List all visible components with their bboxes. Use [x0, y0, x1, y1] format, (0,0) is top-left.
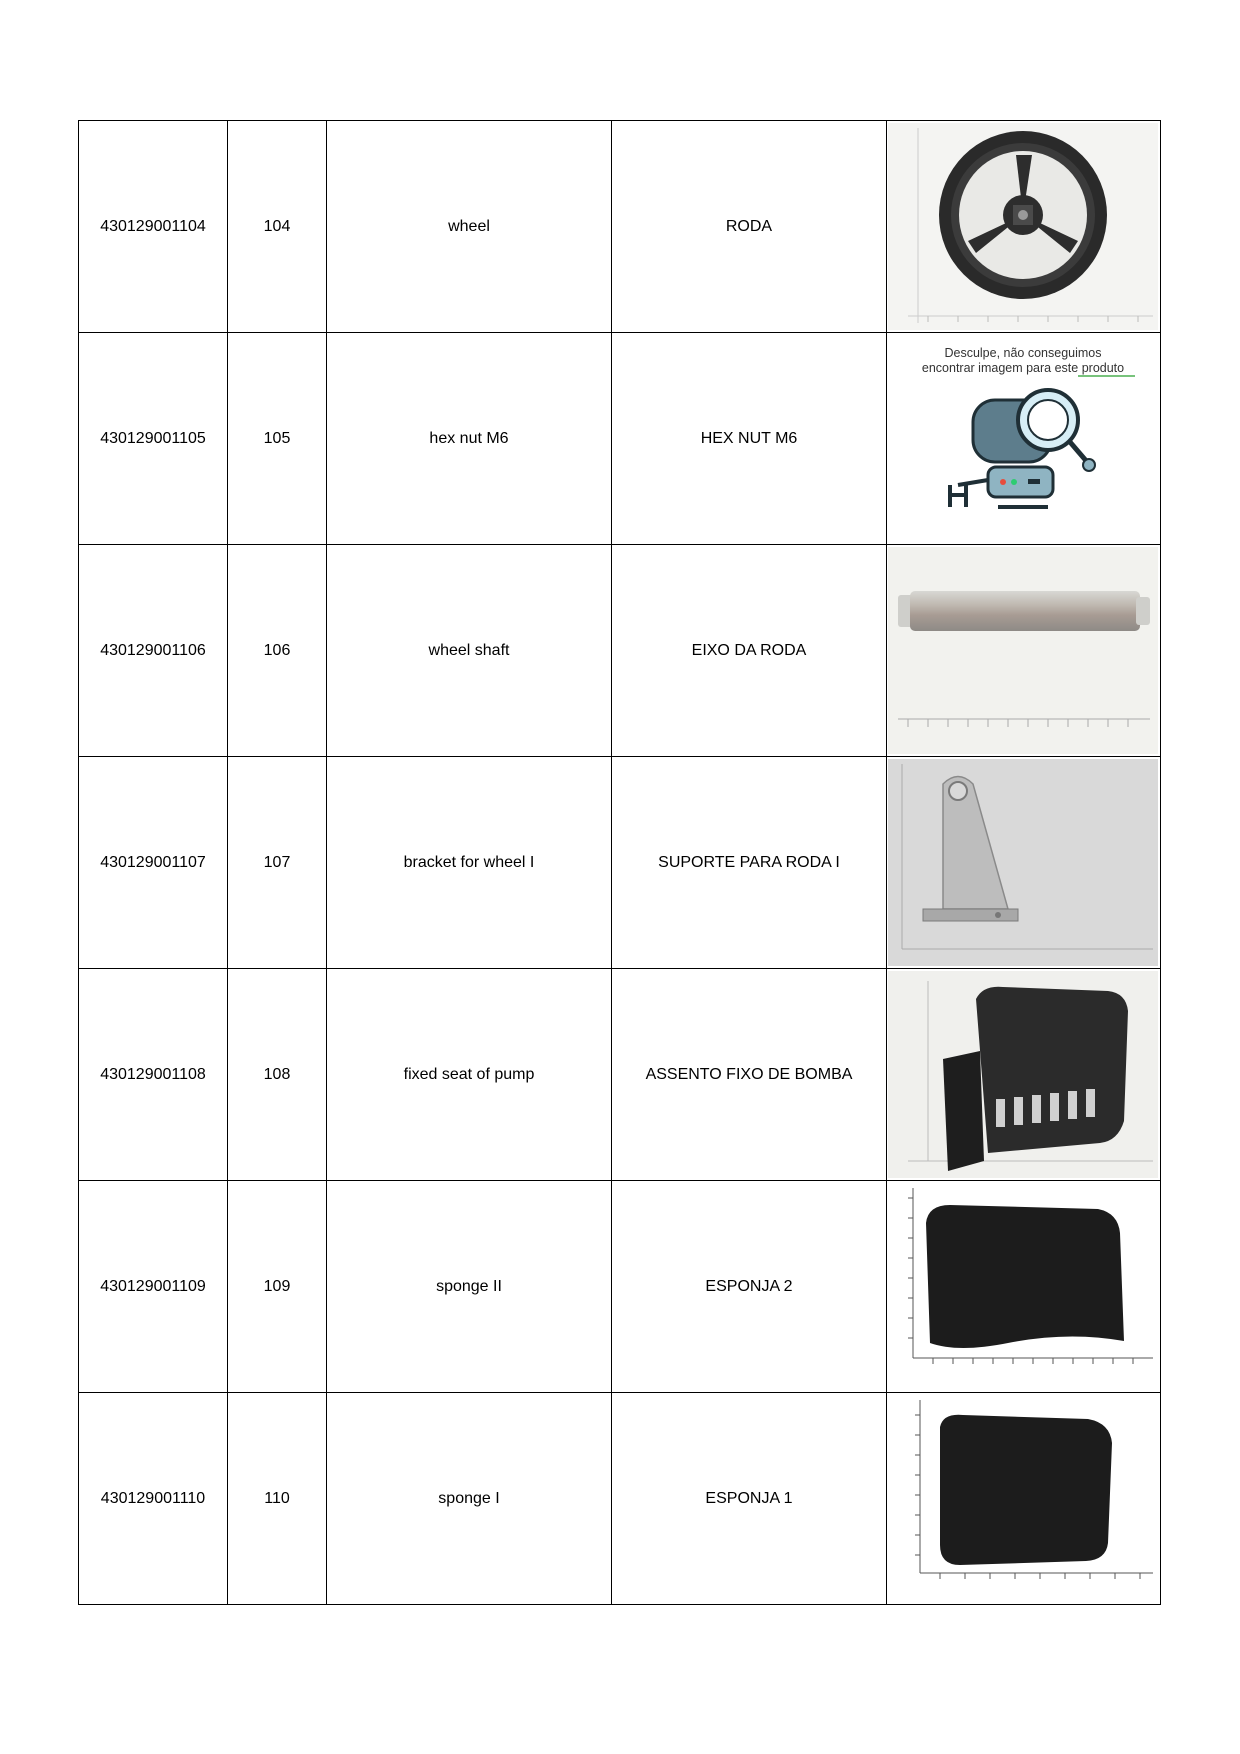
part-code: 430129001105 — [79, 333, 228, 545]
table-row — [79, 121, 1161, 333]
part-photo — [887, 1181, 1161, 1393]
table-row — [79, 333, 1161, 545]
part-code: 430129001110 — [79, 1393, 228, 1605]
wheel-photo — [888, 123, 1158, 330]
description-pt: HEX NUT M6 — [612, 333, 887, 545]
description-pt: RODA — [612, 121, 887, 333]
description-en: sponge I — [327, 1393, 612, 1605]
part-photo — [887, 757, 1161, 969]
part-photo — [887, 1393, 1161, 1605]
part-code: 430129001108 — [79, 969, 228, 1181]
description-en: wheel — [327, 121, 612, 333]
no-image-text-2: encontrar imagem para este — [921, 361, 1082, 375]
part-photo — [887, 545, 1161, 757]
position-number: 109 — [228, 1181, 327, 1393]
no-image-text-3: produto — [1081, 361, 1125, 375]
table-row — [79, 969, 1161, 1181]
part-code: 430129001107 — [79, 757, 228, 969]
part-code: 430129001106 — [79, 545, 228, 757]
no-image-placeholder — [887, 333, 1161, 545]
table-row — [79, 1393, 1161, 1605]
position-number: 105 — [228, 333, 327, 545]
position-number: 108 — [228, 969, 327, 1181]
bracket-photo — [888, 759, 1158, 966]
position-number: 106 — [228, 545, 327, 757]
sponge-ii-photo — [888, 1183, 1158, 1390]
shaft-photo — [888, 547, 1158, 754]
description-pt: ASSENTO FIXO DE BOMBA — [612, 969, 887, 1181]
description-en: bracket for wheel I — [327, 757, 612, 969]
position-number: 110 — [228, 1393, 327, 1605]
part-code: 430129001104 — [79, 121, 228, 333]
part-code: 430129001109 — [79, 1181, 228, 1393]
description-en: hex nut M6 — [327, 333, 612, 545]
table-row — [79, 545, 1161, 757]
svg-text:encontrar imagem para este pro — [922, 361, 1124, 375]
description-en: sponge II — [327, 1181, 612, 1393]
description-pt: EIXO DA RODA — [612, 545, 887, 757]
description-pt: ESPONJA 1 — [612, 1393, 887, 1605]
no-image-text-1: Desculpe, não conseguimos — [944, 346, 1102, 360]
parts-table — [78, 120, 1161, 1605]
description-en: wheel shaft — [327, 545, 612, 757]
table-row — [79, 1181, 1161, 1393]
part-photo — [887, 969, 1161, 1181]
description-pt: ESPONJA 2 — [612, 1181, 887, 1393]
sponge-i-photo — [888, 1395, 1158, 1602]
description-pt: SUPORTE PARA RODA I — [612, 757, 887, 969]
pump-seat-photo — [888, 971, 1158, 1178]
description-en: fixed seat of pump — [327, 969, 612, 1181]
part-photo — [887, 121, 1161, 333]
position-number: 104 — [228, 121, 327, 333]
position-number: 107 — [228, 757, 327, 969]
table-row — [79, 757, 1161, 969]
